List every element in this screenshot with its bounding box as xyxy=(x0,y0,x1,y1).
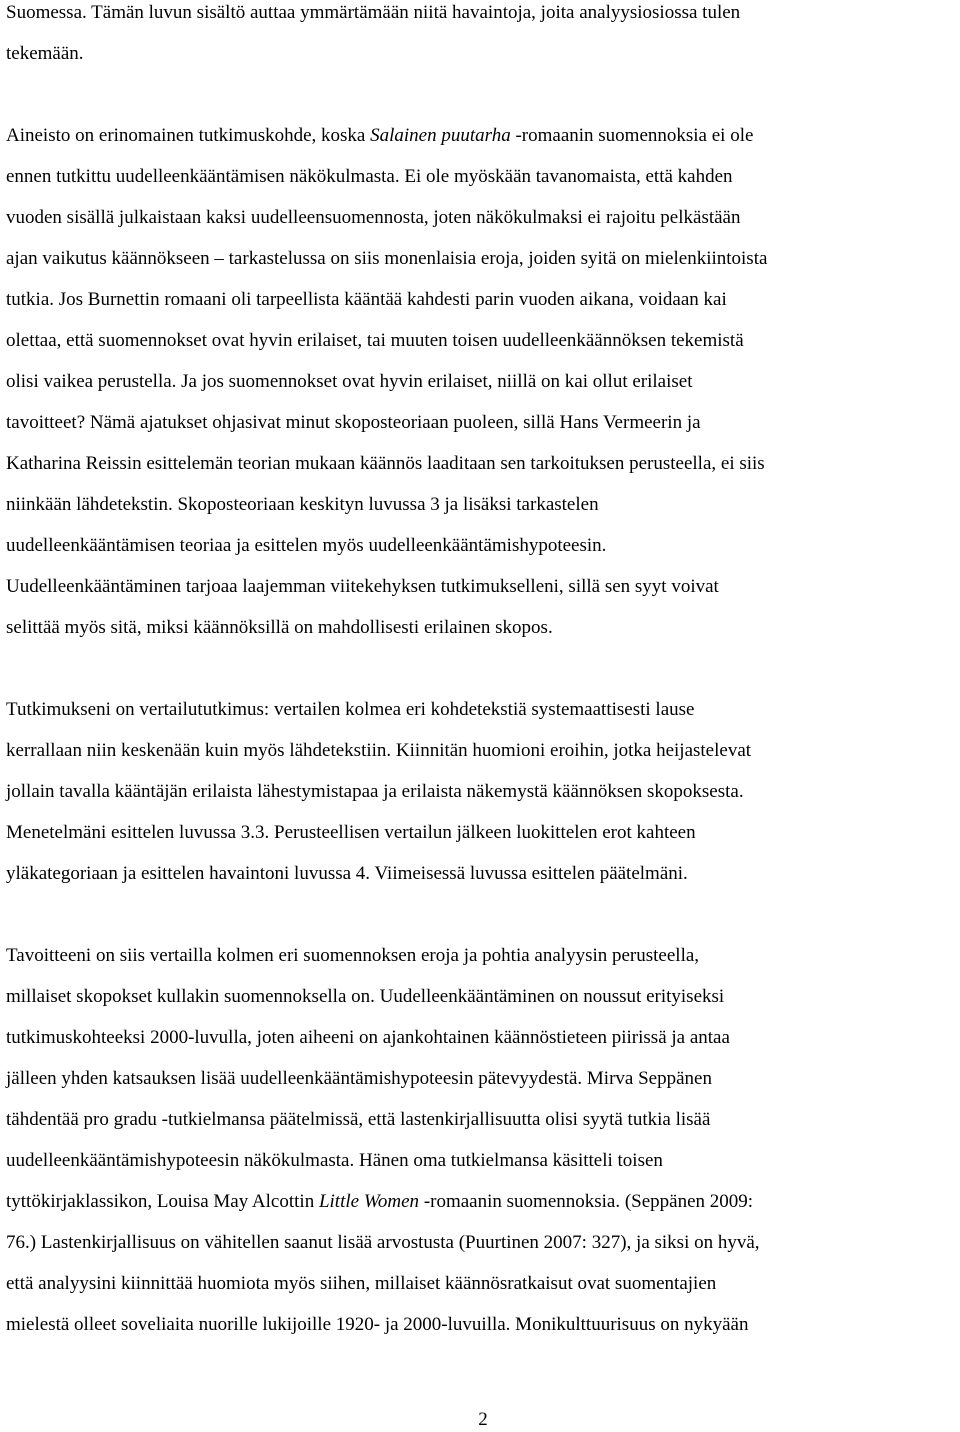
text-line xyxy=(6,206,741,230)
text-segment: millaiset skopokset kullakin suomennoksella on. Uudelleenkääntäminen on noussut erityiseksi xyxy=(6,986,725,1007)
text-line xyxy=(6,1108,710,1132)
text-segment: Tutkimukseni on vertailututkimus: vertailen kolmea eri kohdetekstiä systemaattisesti lause xyxy=(6,699,695,720)
text-line xyxy=(6,616,553,640)
text-line xyxy=(6,1313,748,1337)
text-line xyxy=(6,165,733,189)
text-line xyxy=(6,1026,730,1050)
text-segment: -romaanin suomennoksia ei ole xyxy=(510,125,754,146)
text-line xyxy=(6,1,740,25)
text-segment: niinkään lähdetekstin. Skoposteoriaan keskityn luvussa 3 ja lisäksi tarkastelen xyxy=(6,494,599,515)
text-segment: olisi vaikea perustella. Ja jos suomennokset ovat hyvin erilaiset, niillä on kai ollut erilaiset xyxy=(6,371,693,392)
text-segment: jälleen yhden katsauksen lisää uudelleenkääntämishypoteesin pätevyydestä. Mirva Seppänen xyxy=(6,1068,712,1089)
text-line xyxy=(6,329,744,353)
text-line xyxy=(6,1149,663,1173)
text-segment: olettaa, että suomennokset ovat hyvin erilaiset, tai muuten toisen uudelleenkäännöksen tekemistä xyxy=(6,330,744,351)
text-segment: että analyysini kiinnittää huomiota myös siihen, millaiset käännösratkaisut ovat suomentajien xyxy=(6,1273,717,1294)
text-segment: tähdentää pro gradu -tutkielmansa päätelmissä, että lastenkirjallisuutta olisi syytä tutkia lisää xyxy=(6,1109,711,1130)
text-segment: Uudelleenkääntäminen tarjoaa laajemman viitekehyksen tutkimukselleni, sillä sen syyt voivat xyxy=(6,576,719,597)
text-segment: tavoitteet? Nämä ajatukset ohjasivat minut skoposteoriaan puoleen, sillä Hans Vermeerin ja xyxy=(6,412,701,433)
text-line xyxy=(6,1272,716,1296)
text-segment: selittää myös sitä, miksi käännöksillä on mahdollisesti erilainen skopos. xyxy=(6,617,553,638)
text-segment: 76.) Lastenkirjallisuus on vähitellen saanut lisää arvostusta (Puurtinen 2007: 327), ja siksi on hyvä, xyxy=(6,1232,760,1253)
text-segment: jollain tavalla kääntäjän erilaista lähestymistapaa ja erilaista näkemystä käännöksen skopoksesta. xyxy=(6,781,744,802)
text-line xyxy=(6,1231,760,1255)
text-line xyxy=(6,370,693,394)
text-line xyxy=(6,1067,712,1091)
text-line xyxy=(6,493,599,517)
text-segment: vuoden sisällä julkaistaan kaksi uudelleensuomennosta, joten näkökulmaksi ei rajoitu pelkästään xyxy=(6,207,741,228)
text-segment: Aineisto on erinomainen tutkimuskohde, koska xyxy=(6,125,371,146)
text-line xyxy=(6,862,688,886)
text-segment: yläkategoriaan ja esittelen havaintoni luvussa 4. Viimeisessä luvussa esittelen päätelmäni. xyxy=(6,863,688,884)
text-segment: uudelleenkääntämisen teoriaa ja esittelen myös uudelleenkääntämishypoteesin. xyxy=(6,535,607,556)
text-segment: -romaanin suomennoksia. (Seppänen 2009: xyxy=(419,1191,754,1212)
text-segment: Suomessa. Tämän luvun sisältö auttaa ymmärtämään niitä havaintoja, joita analyysiosiossa tulen xyxy=(6,2,741,23)
italic-title: Salainen puutarha xyxy=(370,125,511,146)
text-line xyxy=(6,821,696,845)
text-segment: tekemään. xyxy=(6,43,84,64)
text-segment: uudelleenkääntämishypoteesin näkökulmasta. Hänen oma tutkielmansa käsitteli toisen xyxy=(6,1150,663,1171)
text-segment: kerrallaan niin keskenään kuin myös lähdetekstiin. Kiinnitän huomioni eroihin, jotka heijastelevat xyxy=(6,740,752,761)
text-line xyxy=(6,411,701,435)
text-line xyxy=(6,534,606,558)
text-segment: tyttökirjaklassikon, Louisa May Alcottin xyxy=(6,1191,319,1212)
text-line xyxy=(6,288,727,312)
text-line xyxy=(6,780,744,804)
text-line xyxy=(6,739,751,763)
text-line xyxy=(6,1190,753,1214)
text-line xyxy=(6,575,719,599)
page-number: 2 xyxy=(478,1409,488,1430)
text-line xyxy=(6,698,694,722)
text-line xyxy=(6,452,765,476)
text-segment: Menetelmäni esittelen luvussa 3.3. Perusteellisen vertailun jälkeen luokittelen erot kahteen xyxy=(6,822,696,843)
italic-title: Little Women xyxy=(318,1191,420,1212)
text-segment: ennen tutkittu uudelleenkääntämisen näkökulmasta. Ei ole myöskään tavanomaista, että kahden xyxy=(6,166,733,187)
text-line xyxy=(6,42,84,66)
text-segment: mielestä olleet soveliaita nuorille lukijoille 1920- ja 2000-luvuilla. Monikulttuurisuus on nykyään xyxy=(6,1314,749,1335)
text-line xyxy=(6,247,767,271)
text-segment: Tavoitteeni on siis vertailla kolmen eri suomennoksen eroja ja pohtia analyysin perusteella, xyxy=(6,945,700,966)
text-segment: ajan vaikutus käännökseen – tarkastelussa on siis monenlaisia eroja, joiden syitä on mielenkiintoista xyxy=(6,248,768,269)
text-line xyxy=(6,985,724,1009)
text-segment: tutkimuskohteeksi 2000-luvulla, joten aiheeni on ajankohtainen käännöstieteen piirissä ja antaa xyxy=(6,1027,730,1048)
text-segment: Katharina Reissin esittelemän teorian mukaan käännös laaditaan sen tarkoituksen perusteella, ei siis xyxy=(6,453,765,474)
text-line xyxy=(6,944,699,968)
text-line xyxy=(6,124,753,148)
text-segment: tutkia. Jos Burnettin romaani oli tarpeellista kääntää kahdesti parin vuoden aikana, voidaan kai xyxy=(6,289,727,310)
